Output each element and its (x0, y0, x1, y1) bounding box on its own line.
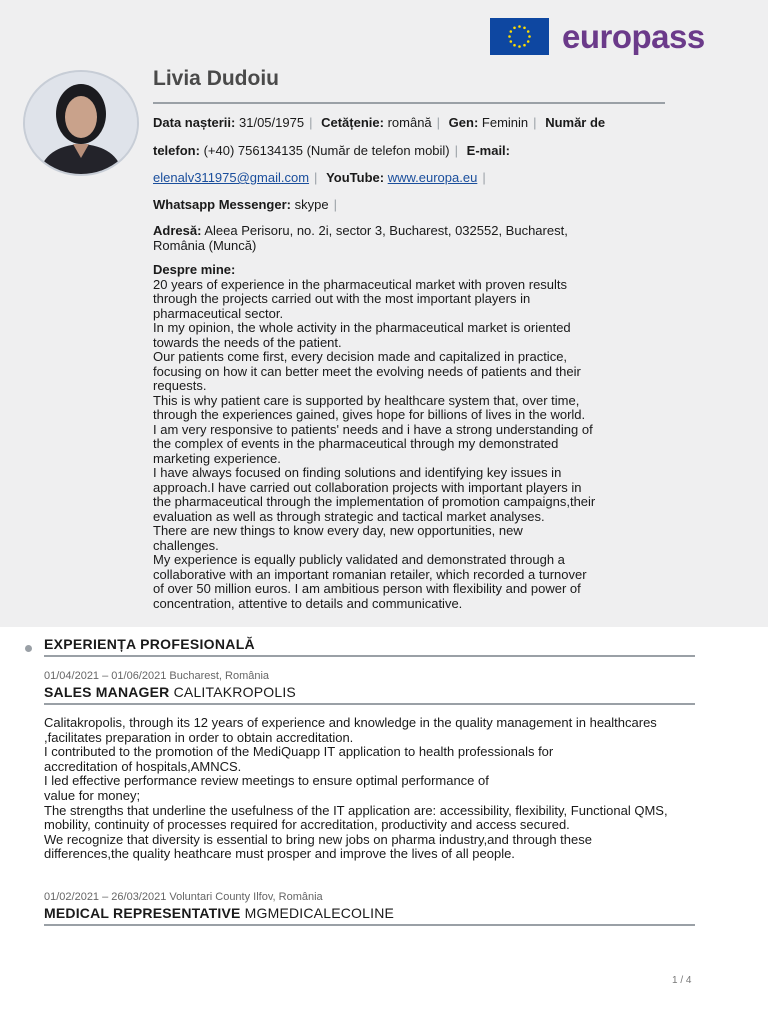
about-text-line: evaluation as well as through strategic and tactical market analyses. (153, 508, 545, 524)
job-description-line: I led effective performance review meetings to ensure optimal performance of (44, 773, 489, 789)
person-name: Livia Dudoiu (153, 67, 279, 90)
job-role: SALES MANAGER (44, 684, 170, 700)
address-label: Adresă: (153, 223, 202, 238)
youtube-link[interactable]: www.europa.eu (387, 170, 478, 185)
job-description-line: Calitakropolis, through its 12 years of experience and knowledge in the quality management in healthcares (44, 715, 657, 730)
youtube-label: YouTube: (326, 170, 385, 185)
address-line-2: România (Muncă) (153, 237, 257, 253)
separator: | (482, 170, 486, 185)
about-text-line: focusing on how it can better meet the evolving needs of patients and their (153, 363, 581, 379)
eu-flag-icon (490, 18, 549, 55)
section-divider (44, 655, 695, 657)
job-company: MGMEDICALECOLINE (244, 905, 395, 921)
phone-label-part2: telefon: (153, 143, 200, 158)
about-block (153, 263, 658, 611)
separator: | (533, 115, 537, 130)
about-text-line: the complex of events in the pharmaceutical through my demonstrated (153, 436, 559, 451)
about-label: Despre mine: (153, 262, 236, 277)
gender-value: Feminin (481, 115, 529, 130)
about-text-line: I am very responsive to patients' needs and i have a strong understanding of (153, 421, 593, 437)
job-company: CALITAKROPOLIS (173, 684, 296, 700)
job-role: MEDICAL REPRESENTATIVE (44, 905, 241, 921)
email-label: E-mail: (466, 143, 510, 158)
job-description-line: ,facilitates preparation in order to obtain accreditation. (44, 729, 354, 745)
job-divider (44, 924, 695, 926)
job-description-line: accreditation of hospitals,AMNCS. (44, 758, 242, 774)
separator: | (333, 197, 337, 212)
about-text-line: of over 50 million euros. I am ambitious person with flexibility and power of (153, 581, 581, 596)
about-text-line: This is why patient care is supported by healthcare system that, over time, (153, 392, 580, 408)
phone-label-part1: Număr de (545, 115, 606, 130)
about-text-line: towards the needs of the patient. (153, 334, 342, 350)
profile-photo-icon (25, 72, 137, 174)
name-divider (153, 102, 665, 104)
section-bullet-icon (25, 645, 32, 652)
about-text-line: In my opinion, the whole activity in the pharmaceutical market is oriented (153, 320, 571, 335)
job-description-line: value for money; (44, 787, 141, 803)
about-text-line: I have always focused on finding solutions and identifying key issues in (153, 465, 562, 480)
about-text-line: through the projects carried out with the most important players in (153, 291, 531, 306)
details-line-4 (153, 198, 658, 213)
birth-label: Data nașterii: (153, 115, 236, 130)
separator: | (436, 115, 441, 130)
about-text-line: through the experiences gained, gives hope for billions of lives in the world. (153, 407, 586, 422)
job-description (44, 716, 704, 862)
about-text-line: collaborative with an important romanian retailer, which recorded a turnover (153, 566, 587, 582)
citizenship-value: română (387, 115, 432, 130)
about-text-line: marketing experience. (153, 450, 281, 466)
job-meta: 01/04/2021 – 01/06/2021 Bucharest, România (44, 670, 270, 682)
about-text-line: pharmaceutical sector. (153, 305, 284, 321)
gender-label: Gen: (448, 115, 479, 130)
section-title-experience: EXPERIENȚA PROFESIONALĂ (44, 636, 255, 652)
about-text-line: concentration, attentive to details and communicative. (153, 595, 463, 611)
job-title (44, 905, 394, 921)
address-line-1: Aleea Perisoru, no. 2i, sector 3, Bucharest, 032552, Bucharest, (204, 223, 568, 238)
about-text-line: 20 years of experience in the pharmaceutical market with proven results (153, 276, 568, 292)
details-line-1 (153, 116, 658, 131)
about-text-line: My experience is equally publicly validated and demonstrated through a (153, 552, 565, 567)
details-line-2 (153, 144, 658, 159)
job-divider (44, 703, 695, 705)
europass-logo[interactable] (490, 18, 705, 55)
about-text-line: challenges. (153, 537, 219, 553)
about-text-line: Our patients come first, every decision made and capitalized in practice, (153, 349, 568, 364)
page-number: 1 / 4 (672, 975, 692, 986)
job-description-line: differences,the quality heathcare must prosper and improve the lives of all people. (44, 846, 515, 862)
europass-wordmark: europass (562, 18, 705, 55)
details-line-3 (153, 171, 658, 186)
job-description-line: mobility, continuity of processes required for accreditation, productivity and access secured. (44, 817, 570, 833)
separator: | (309, 115, 313, 130)
about-text-line: There are new things to know every day, new opportunities, new (153, 523, 523, 538)
job-description-line: I contributed to the promotion of the MediQuapp IT application to health professionals for (44, 744, 554, 760)
email-link[interactable]: elenalv311975@gmail.com (153, 170, 310, 185)
separator: | (314, 170, 318, 185)
citizenship-label: Cetățenie: (321, 115, 384, 130)
birth-value: 31/05/1975 (239, 115, 305, 130)
separator: | (454, 143, 459, 158)
avatar (23, 70, 139, 176)
about-text-line: the pharmaceutical through the implementation of promotion campaigns,their (153, 494, 596, 509)
address-block (153, 224, 658, 253)
about-text-line: requests. (153, 378, 207, 393)
whatsapp-label: Whatsapp Messenger: (153, 197, 291, 212)
job-description-line: We recognize that diversity is essential to bring new jobs on pharma industry,and through these (44, 831, 592, 847)
about-text-line: approach.I have carried out collaboration projects with important players in (153, 479, 582, 495)
whatsapp-value: skype (294, 197, 329, 212)
phone-value: (+40) 756134135 (Număr de telefon mobil) (203, 143, 450, 158)
job-description-line: The strengths that underline the usefulness of the IT application are: accessibility, flexibility, Functional QMS, (44, 802, 668, 818)
job-meta: 01/02/2021 – 26/03/2021 Voluntari County Ilfov, România (44, 891, 323, 903)
job-title (44, 684, 296, 700)
